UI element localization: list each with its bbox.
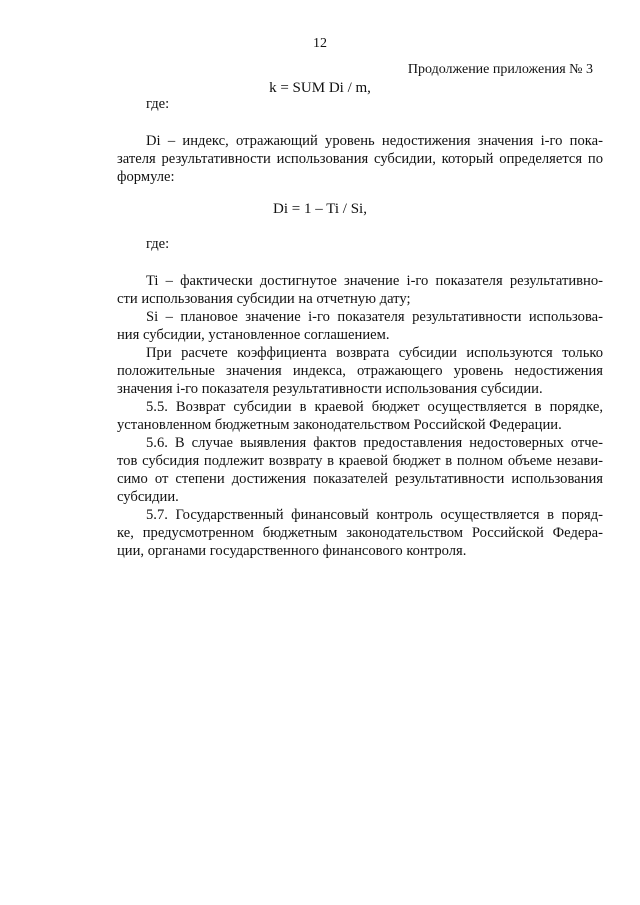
paragraph-5-7-line-1: 5.7. Государственный финансовый контроль осуществляется в поряд- <box>146 507 603 523</box>
paragraph-si-line-2: ния субсидии, установленное соглашением. <box>117 327 390 343</box>
paragraph-5-5-line-2: установленном бюджетным законодательством Российской Федерации. <box>117 417 562 433</box>
paragraph-calc-line-1: При расчете коэффициента возврата субсидии используются только <box>146 345 603 361</box>
paragraph-ti-line-1: Ti – фактически достигнутое значение i-го показателя результативно- <box>146 273 603 289</box>
paragraph-si-line-1: Si – плановое значение i-го показателя результативности использова- <box>146 309 603 325</box>
paragraph-5-6-line-2: тов субсидия подлежит возврату в краевой бюджет в полном объеме незави- <box>117 453 603 469</box>
paragraph-calc-line-3: значения i-го показателя результативности использования субсидии. <box>117 381 543 397</box>
paragraph-5-6-line-1: 5.6. В случае выявления фактов предоставления недостоверных отче- <box>146 435 603 451</box>
formula-di: Di = 1 – Ti / Si, <box>273 201 367 217</box>
paragraph-di-line-3: формуле: <box>117 169 175 185</box>
paragraph-5-5-line-1: 5.5. Возврат субсидии в краевой бюджет осуществляется в порядке, <box>146 399 603 415</box>
paragraph-5-6-line-3: симо от степени достижения показателей результативности использования <box>117 471 603 487</box>
paragraph-5-6-line-4: субсидии. <box>117 489 179 505</box>
paragraph-calc-line-2: положительные значения индекса, отражающего уровень недостижения <box>117 363 603 379</box>
paragraph-di-line-2: зателя результативности использования субсидии, который определяется по <box>117 151 603 167</box>
paragraph-5-7-line-2: ке, предусмотренном бюджетным законодательством Российской Федера- <box>117 525 603 541</box>
paragraph-ti-line-2: сти использования субсидии на отчетную дату; <box>117 291 411 307</box>
where-label-1: где: <box>146 96 170 112</box>
formula-k: k = SUM Di / m, <box>269 80 371 96</box>
page-number: 12 <box>313 36 327 51</box>
paragraph-di-line-1: Di – индекс, отражающий уровень недостижения значения i-го пока- <box>146 133 603 149</box>
paragraph-5-7-line-3: ции, органами государственного финансового контроля. <box>117 543 467 559</box>
where-label-2: где: <box>146 236 170 252</box>
appendix-continuation-note: Продолжение приложения № 3 <box>407 62 593 77</box>
